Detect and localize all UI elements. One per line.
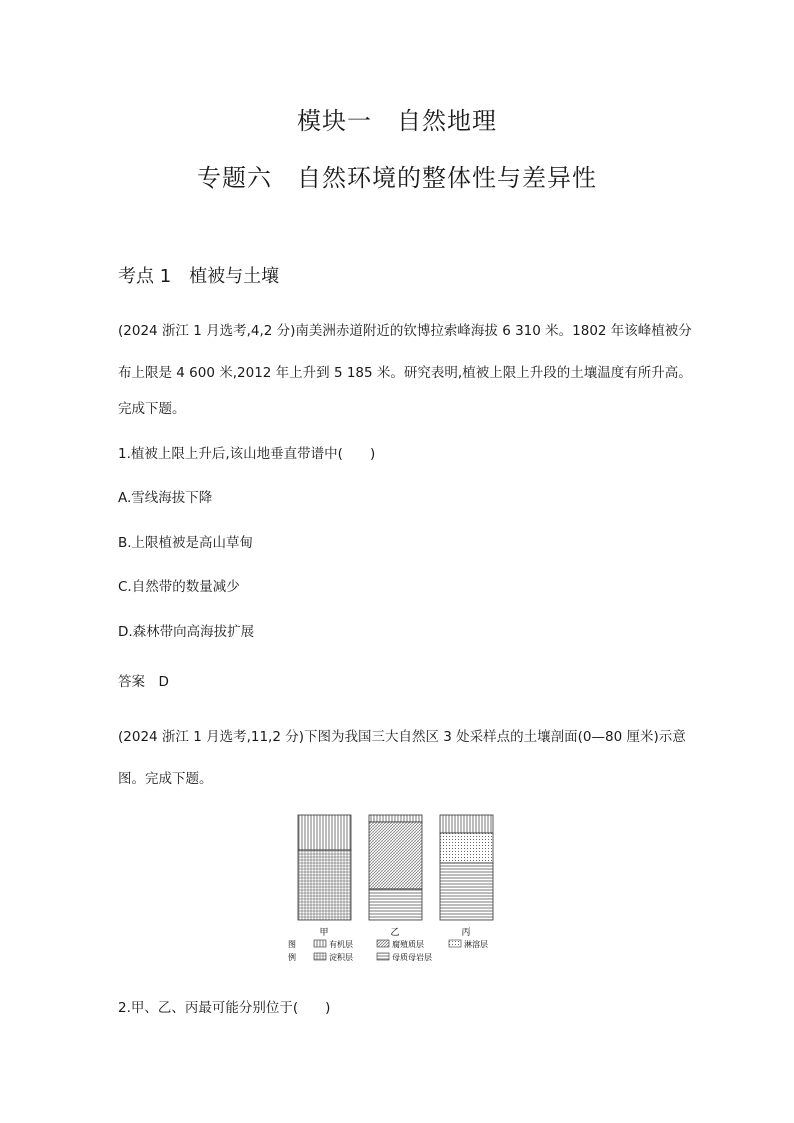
passage2-line2: 图。完成下题。 [118,771,213,787]
section-title: 考点 1 植被与土壤 [118,266,280,287]
column-label-bing: 丙 [461,928,471,938]
column-label-jia: 甲 [319,928,329,938]
soil-profile-figure [280,808,510,968]
bing-eluvial-layer [440,833,493,863]
legend-label-illuvial: 淀积层 [329,953,353,962]
legend-swatch-eluvial [449,940,461,947]
question1-option-d: D.森林带向高海拔扩展 [118,624,255,640]
passage1-line2: 布上限是 4 600 米,2012 年上升到 5 185 米。研究表明,植被上限上升段的土壤温度有所升高。 [118,365,692,381]
passage2-line1: (2024 浙江 1 月选考,11,2 分)下图为我国三大自然区 3 处采样点的土壤剖面(0—80 厘米)示意 [118,729,686,745]
legend-swatch-organic [314,940,326,947]
legend-label-parent-rock: 母质母岩层 [392,953,432,962]
legend-title-char-1: 图 [288,940,296,949]
legend-swatch-parent-rock [377,953,389,960]
yi-organic-layer [369,815,422,822]
question2-stem: 2.甲、乙、丙最可能分别位于( ) [118,1000,331,1016]
profile-column-yi [369,815,422,920]
topic-title: 专题六 自然环境的整体性与差异性 [197,164,597,192]
column-label-yi: 乙 [390,928,400,938]
question1-answer: 答案 D [118,674,169,690]
question1-option-a: A.雪线海拔下降 [118,490,213,506]
passage1-line1: (2024 浙江 1 月选考,4,2 分)南美洲赤道附近的钦博拉索峰海拔 6 310 米。1802 年该峰植被分 [118,323,692,339]
jia-illuvial-layer [298,850,351,920]
legend-swatch-humus [377,940,389,947]
legend-label-humus: 腐殖质层 [392,940,424,949]
question1-option-c: C.自然带的数量减少 [118,579,240,595]
question1-option-b: B.上限植被是高山草甸 [118,535,254,551]
legend-label-eluvial: 淋溶层 [464,940,488,949]
legend-title-char-2: 例 [288,953,296,962]
legend-swatch-illuvial [314,953,326,960]
question1-stem: 1.植被上限上升后,该山地垂直带谱中( ) [118,446,376,462]
legend-label-organic: 有机层 [329,940,353,949]
passage1-line3: 完成下题。 [118,401,186,417]
bing-organic-layer [440,815,493,833]
jia-organic-layer [298,815,351,850]
bing-parent-rock-layer [440,863,493,920]
profile-column-jia [298,815,351,920]
yi-humus-layer [369,822,422,889]
profile-column-bing [440,815,493,920]
module-title: 模块一 自然地理 [297,107,497,135]
yi-parent-rock-layer [369,889,422,920]
